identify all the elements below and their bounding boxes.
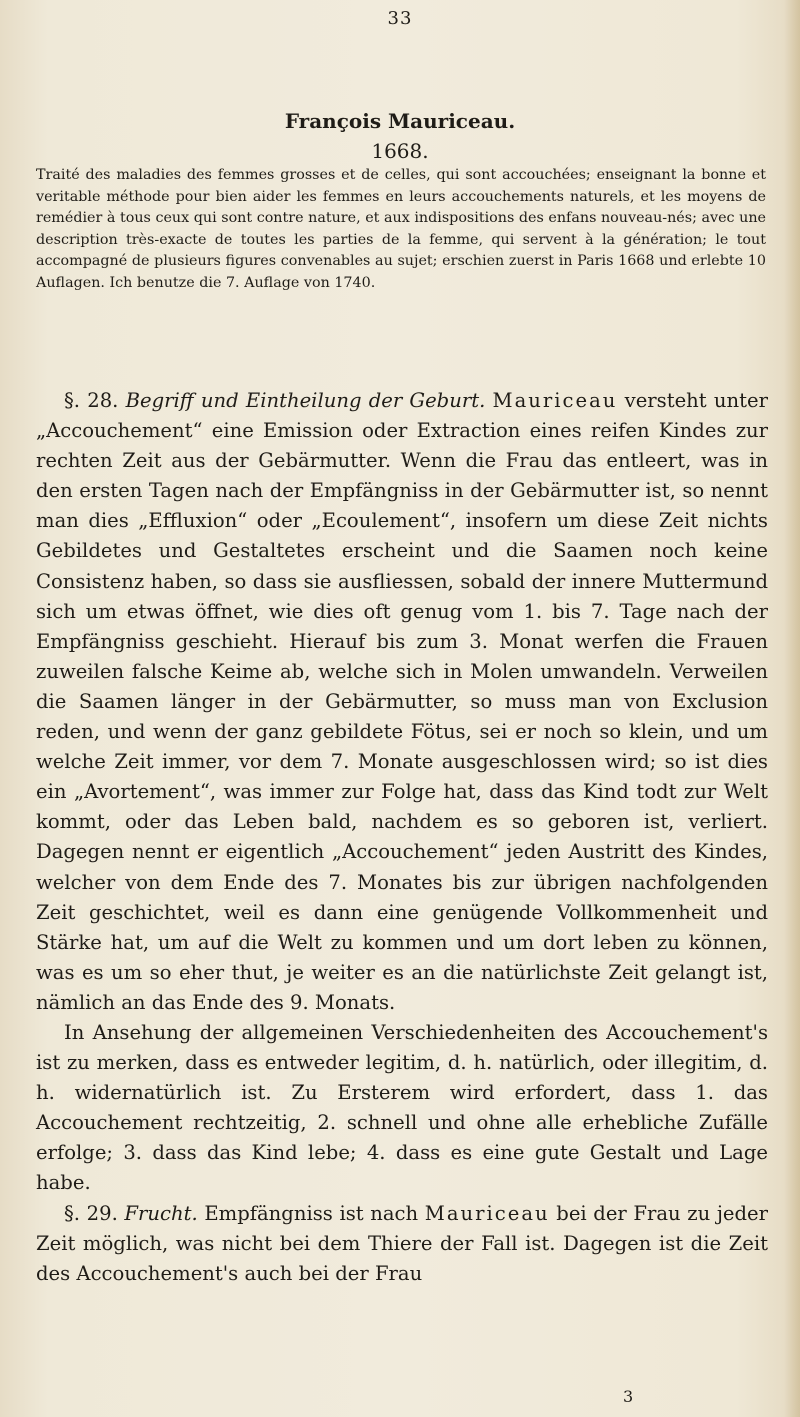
page-number: 33: [387, 8, 413, 29]
section-title: Begriff und Eintheilung der Geburt.: [125, 389, 486, 412]
paragraph-section-29: [36, 1199, 768, 1289]
signature-mark: 3: [623, 1387, 634, 1406]
author-reference: Mauriceau: [492, 389, 618, 412]
main-text: [36, 386, 768, 1289]
section-number: §. 28.: [64, 389, 119, 412]
author-heading: François Mauriceau.: [284, 109, 516, 133]
paragraph-text: bei der Frau zu jeder Zeit möglich, was nicht bei dem Thiere der Fall ist. Dagegen ist die Zeit des Accouchement's auch bei der Frau: [36, 1201, 769, 1285]
paragraph-section-28: [36, 386, 768, 1018]
paragraph-varieties: [36, 1018, 768, 1199]
section-number: §. 29.: [64, 1201, 118, 1225]
page-edge-shadow: [784, 0, 800, 1417]
paragraph-text: versteht unter „Accouchement“ eine Emission oder Extraction eines reifen Kindes zur rechten Zeit aus der Gebärmutter. Wenn die Frau das entleert, was in den ersten Tagen nach der Empfängniss in der Gebärmutter ist, so nennt man dies „Effluxion“ oder „Ecoulement“, insofern um diese Zeit nichts Gebildetes und Gestaltetes erscheint und die Saamen noch keine Consistenz haben, so dass sie ausfliessen, sobald der innere Muttermund sich um etwas öffnet, wie dies oft genug vom 1. bis 7. Tage nach der Empfängniss geschieht. Hierauf bis zum 3. Monat werfen die Frauen zuweilen falsche Keime ab, welche sich in Molen umwandeln. Verweilen die Saamen länger in der Gebärmutter, so muss man von Exclusion reden, und wenn der ganz gebildete Fötus, sei er noch so klein, und um welche Zeit immer, vor dem 7. Monate ausgeschlossen wird; so ist dies ein „Avortement“, was immer zur Folge hat, dass das Kind todt zur Welt kommt, oder das Leben bald, nachdem es so geboren ist, verliert. Dagegen nennt er eigentlich „Accouchement“ jeden Austritt des Kindes, welcher von dem Ende des 7. Monates bis zur übrigen nachfolgenden Zeit geschichtet, weil es dann eine genügende Vollkommenheit und Stärke hat, um auf die Welt zu kommen und um dort leben zu können, was es um so eher thut, je weiter es an die natürlichste Zeit gelangt ist, nämlich an das Ende des 9. Monats.: [36, 389, 768, 1014]
paragraph-text: In Ansehung der allgemeinen Verschiedenheiten des Accouchement's ist zu merken, dass es entweder legitim, d. h. natürlich, oder illegitim, d. h. widernatürlich ist. Zu Ersterem wird erfordert, dass 1. das Accouchement rechtzeitig, 2. schnell und ohne alle erhebliche Zufälle erfolge; 3. dass das Kind lebe; 4. dass es eine gute Gestalt und Lage habe.: [36, 1020, 768, 1195]
section-title: Frucht.: [124, 1201, 198, 1225]
author-reference: Mauriceau: [424, 1201, 550, 1225]
bibliographic-note: Traité des maladies des femmes grosses et de celles, qui sont accouchées; enseignant la bonne et veritable méthode pour bien aider les femmes en leurs accouchements naturels, et les moyens de remédier à tous ceux qui sont contre nature, et aux indispositions des enfans nouveau-nés; avec une description très-exacte de toutes les parties de la femme, qui servent à la génération; le tout accompagné de plusieurs figures convenables au sujet; erschien zuerst in Paris 1668 und erlebte 10 Auflagen. Ich benutze die 7. Auflage von 1740.: [36, 167, 766, 291]
paragraph-text-lead: Empfängniss ist nach: [204, 1201, 419, 1225]
publication-year: 1668.: [371, 139, 429, 163]
